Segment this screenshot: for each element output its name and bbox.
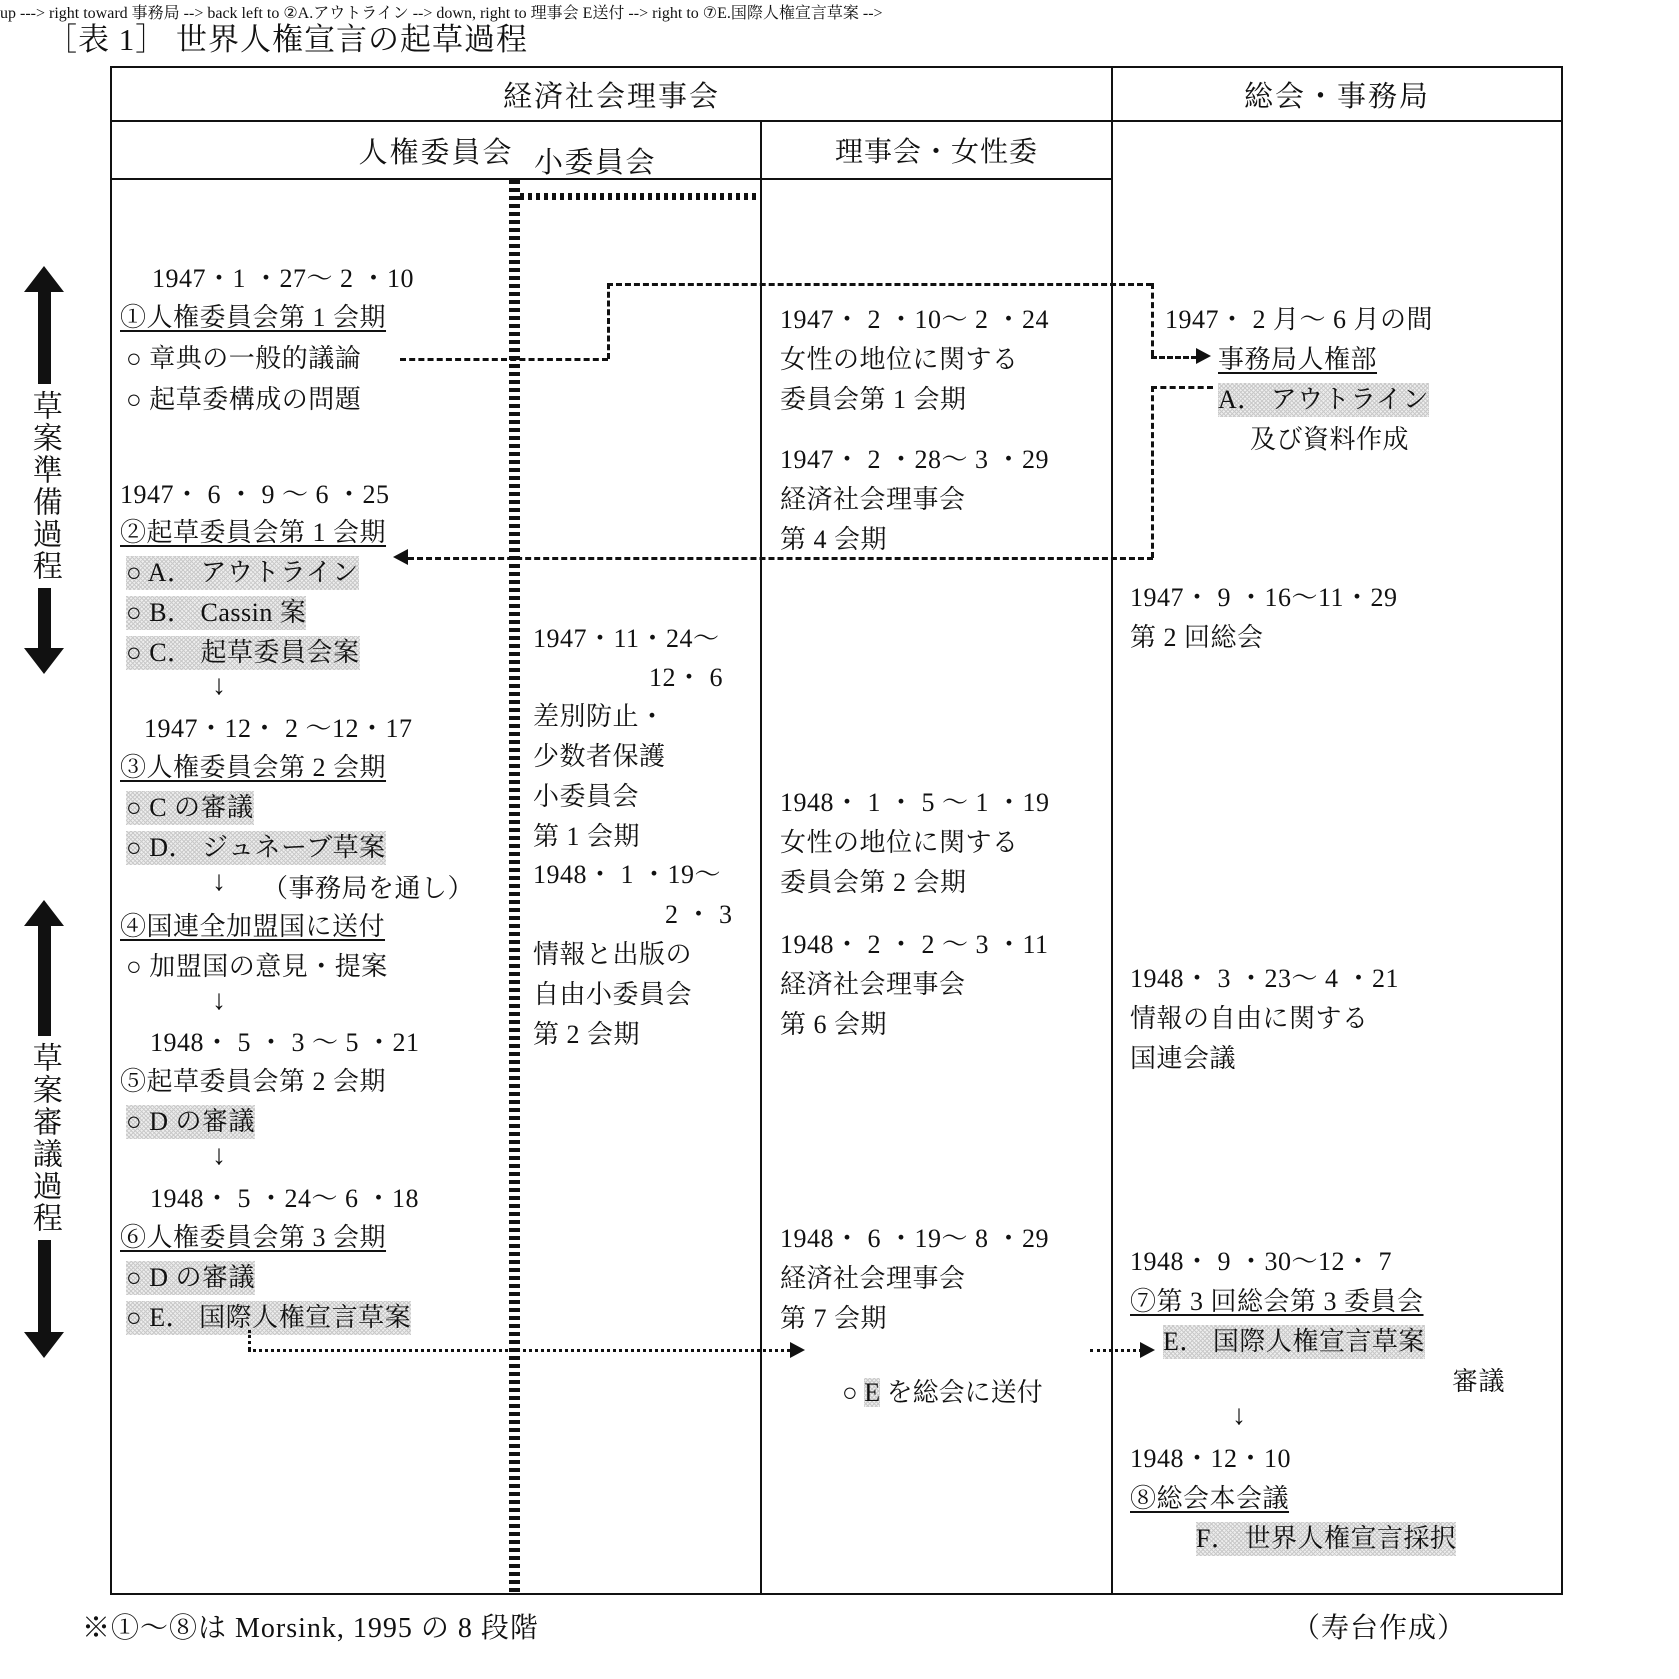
subcommittee-block2-date1: 1948・ 1 ・19〜: [533, 860, 722, 889]
commission-block6-item-d: ○ D の審議: [126, 1261, 255, 1295]
assembly-block3-line2: 国連会議: [1130, 1044, 1237, 1073]
assembly-block5-date: 1948・12・10: [1130, 1444, 1292, 1473]
connector-1-v2: [1151, 283, 1154, 356]
vertical-dotted-separator: [509, 180, 520, 1593]
connector-1-v: [607, 283, 610, 359]
assembly-block5-item-f: F． 世界人権宣言採択: [1196, 1522, 1456, 1556]
send-item-e: E: [864, 1378, 881, 1408]
subcommittee-block2-date2: 2 ・ 3: [665, 900, 733, 929]
arrow-down-icon-2: [24, 1240, 64, 1358]
table-figure-page: ［表 1］ 世界人権宣言の起草過程 草案準備過程 草案審議過程 経済社会理事会 総会・事務局 人権委員会 理事会・女性委 小委員会 1947・1 ・27〜 2 ・10 ①人権委員会第 1 会期 ○ 章典の一般的議論 ○ 起草委構成の問題 1947・ 6 ・ 9 〜 6 ・25 ②起草委員会第 1 会期 ○ A． アウトライン ○ B． Cassin 案 ○ C． 起草委員会案 ↓ 1947・12・ 2 〜12・17 ③人権委員会第 2 会期 ○ C の審議 ○ D． ジュネーブ草案 ↓ （事務局を通し） ④国連全加盟国に送付 ○ 加盟国の意見・提案 ↓ 1948・ 5 ・ 3 〜 5 ・21 ⑤起草委員会第 2 会期 ○ D の審議 ↓ 1948・ 5 ・24〜 6 ・18 ⑥人権委員会第 3 会期 ○ D の審議 ○ E． 国際人権宣言草案 1947・11・24〜 12・ 6 差別防止・ 少数者保護 小委員会 第 1 会期 1948・ 1 ・19〜 2 ・ 3 情報と出版の 自由小委員会 第 2 会期 1947・ 2 ・10〜 2 ・24 女性の地位に関する 委員会第 1 会期 1947・ 2 ・28〜 3 ・29 経済社会理事会 第 4 会期 1948・ 1 ・ 5 〜 1 ・19 女性の地位に関する 委員会第 2 会期 1948・ 2 ・ 2 〜 3 ・11 経済社会理事会 第 6 会期 1948・ 6 ・19〜 8 ・29 経済社会理事会 第 7 会期 ○ E を総会に送付 1947・ 2 月〜 6 月の間 事務局人権部 A． アウトライン 及び資料作成 1947・ 9 ・16〜11・29 第 2 回総会 1948・ 3 ・23〜 4 ・21 情報の自由に関する 国連会議 1948・ 9 ・30〜12・ 7 ⑦第 3 回総会第 3 委員会 E． 国際人権宣言草案 審議 ↓ 1948・12・10 ⑧総会本会議 F． 世界人権宣言採択 up ---> right toward 事務局 --> back left to ②A.アウトライン --> down, right to 理事会 E送付 --> right to ⑦E.国際人権宣言草案 --> ※①〜⑧は Morsink, 1995 の 8 段階 （寿台作成）: [0, 0, 1679, 1679]
assembly-block1-item-a: A． アウトライン: [1218, 383, 1429, 417]
commission-block3-heading: ③人権委員会第 2 会期: [120, 753, 387, 782]
commission-block2-heading: ②起草委員会第 1 会期: [120, 518, 387, 547]
commission-block6-date: 1948・ 5 ・24〜 6 ・18: [150, 1184, 420, 1213]
commission-block3-item-d: ○ D． ジュネーブ草案: [126, 831, 386, 865]
subcommittee-label: 小委員会: [534, 147, 657, 179]
council-block3-date: 1948・ 1 ・ 5 〜 1 ・19: [780, 788, 1050, 817]
assembly-block4-item-e-cont: 審議: [1452, 1367, 1506, 1396]
council-block5-line1: 経済社会理事会: [780, 1264, 966, 1293]
connector-4-h: [1090, 1349, 1142, 1352]
subcommittee-block1-name4: 第 1 会期: [533, 822, 641, 851]
arrow-up-icon: [24, 266, 64, 384]
commission-block2-date: 1947・ 6 ・ 9 〜 6 ・25: [120, 480, 390, 509]
connector-3-arrowhead: [790, 1342, 805, 1358]
commission-block2-item-c: ○ C． 起草委員会案: [126, 636, 360, 670]
subcommittee-block2-name1: 情報と出版の: [533, 940, 693, 969]
header-assembly-spacer: [1111, 122, 1561, 180]
commission-block1-date: 1947・1 ・27〜 2 ・10: [152, 264, 415, 293]
commission-block1-item2: ○ 起草委構成の問題: [126, 385, 362, 414]
subcommittee-block2-name3: 第 2 会期: [533, 1020, 641, 1049]
assembly-block4-item-e: E． 国際人権宣言草案: [1163, 1325, 1425, 1359]
connector-4-arrowhead: [1140, 1342, 1155, 1358]
connector-1-arrowhead: [1196, 348, 1211, 364]
council-block2-date: 1947・ 2 ・28〜 3 ・29: [780, 445, 1050, 474]
vertical-rule-right: [1111, 68, 1113, 1593]
subcommittee-block2-name2: 自由小委員会: [533, 980, 693, 1009]
council-block1-line2: 委員会第 1 会期: [780, 385, 967, 414]
council-block3-line1: 女性の地位に関する: [780, 828, 1019, 857]
commission-block3-date: 1947・12・ 2 〜12・17: [144, 714, 413, 743]
commission-block4-item1: ○ 加盟国の意見・提案: [126, 952, 388, 981]
assembly-block1-date: 1947・ 2 月〜 6 月の間: [1165, 305, 1434, 334]
council-block1-line1: 女性の地位に関する: [780, 345, 1019, 374]
connector-1-h2: [607, 283, 1152, 286]
assembly-block2-line1: 第 2 回総会: [1130, 623, 1264, 652]
connector-1-h1: [400, 358, 608, 361]
down-arrow-2: ↓: [212, 866, 226, 897]
connector-1-h3: [1151, 356, 1197, 359]
assembly-block1-item-a-cont: 及び資料作成: [1250, 425, 1410, 454]
horizontal-dotted-rule: [520, 193, 760, 200]
assembly-block5-heading: ⑧総会本会議: [1130, 1484, 1290, 1513]
header-row-top: [112, 68, 1561, 122]
connector-2-arrowhead: [393, 549, 408, 565]
page-title: ［表 1］ 世界人権宣言の起草過程: [46, 22, 528, 57]
commission-block6-item-e: ○ E． 国際人権宣言草案: [126, 1301, 411, 1335]
send-item-prefix: ○: [842, 1378, 865, 1408]
send-item-suffix: を総会に送付: [880, 1378, 1043, 1408]
commission-block2-item-a: ○ A． アウトライン: [126, 556, 359, 590]
commission-block5-item-d: ○ D の審議: [126, 1105, 255, 1139]
footnote-left: ※①〜⑧は Morsink, 1995 の 8 段階: [82, 1613, 539, 1644]
subcommittee-block1-name1: 差別防止・: [533, 702, 666, 731]
connector-3-h: [248, 1349, 796, 1352]
council-block3-line2: 委員会第 2 会期: [780, 868, 967, 897]
commission-block5-heading: ⑤起草委員会第 2 会期: [120, 1067, 387, 1096]
subcommittee-block1-date2: 12・ 6: [649, 663, 724, 692]
council-block2-line2: 第 4 会期: [780, 525, 888, 554]
side-label-draft-deliberation: [24, 900, 64, 1358]
assembly-block2-date: 1947・ 9 ・16〜11・29: [1130, 583, 1398, 612]
council-block1-date: 1947・ 2 ・10〜 2 ・24: [780, 305, 1050, 334]
council-block4-date: 1948・ 2 ・ 2 〜 3 ・11: [780, 930, 1049, 959]
assembly-block3-date: 1948・ 3 ・23〜 4 ・21: [1130, 964, 1400, 993]
header-row-sub: [112, 122, 1561, 180]
commission-block3-item-c: ○ C の審議: [126, 791, 254, 825]
vertical-rule-middle: [760, 180, 762, 1593]
council-block4-line2: 第 6 会期: [780, 1010, 888, 1039]
arrow-down-icon: [24, 588, 64, 674]
commission-block1-item1: ○ 章典の一般的議論: [126, 344, 362, 373]
council-block4-line1: 経済社会理事会: [780, 970, 966, 999]
down-arrow-1: ↓: [212, 670, 226, 701]
assembly-block4-heading: ⑦第 3 回総会第 3 委員会: [1130, 1287, 1424, 1316]
connector-2-v: [1151, 386, 1154, 558]
footnote-right: （寿台作成）: [1292, 1613, 1467, 1644]
arrow-up-icon-2: [24, 900, 64, 1036]
side-label-lower-text: 草案審議過程: [27, 1042, 61, 1234]
subcommittee-block1-name2: 少数者保護: [533, 742, 666, 771]
down-arrow-4: ↓: [212, 1140, 226, 1171]
subcommittee-block1-date1: 1947・11・24〜: [533, 624, 720, 653]
down-arrow-5: ↓: [1232, 1400, 1246, 1431]
council-send-to-assembly: [816, 1342, 1043, 1445]
commission-block6-heading: ⑥人権委員会第 3 会期: [120, 1223, 387, 1252]
commission-block4-heading: ④国連全加盟国に送付: [120, 912, 386, 941]
side-label-upper-text: 草案準備過程: [27, 390, 61, 582]
connector-2-h1: [1151, 386, 1213, 389]
commission-block2-item-b: ○ B． Cassin 案: [126, 596, 306, 630]
council-block5-date: 1948・ 6 ・19〜 8 ・29: [780, 1224, 1050, 1253]
commission-block4-note: （事務局を通し）: [262, 874, 475, 903]
assembly-block4-date: 1948・ 9 ・30〜12・ 7: [1130, 1247, 1393, 1276]
header-human-rights-commission: 人権委員会: [112, 122, 760, 180]
assembly-block1-heading: 事務局人権部: [1218, 345, 1378, 374]
subcommittee-block1-name3: 小委員会: [533, 782, 640, 811]
council-block2-line1: 経済社会理事会: [780, 485, 966, 514]
connector-2-h2: [408, 557, 1153, 560]
header-assembly-secretariat: 総会・事務局: [1111, 68, 1561, 120]
header-ecosoc: 経済社会理事会: [502, 80, 720, 113]
header-council-women: 理事会・女性委: [760, 122, 1111, 180]
commission-block5-date: 1948・ 5 ・ 3 〜 5 ・21: [150, 1028, 420, 1057]
council-block5-line2: 第 7 会期: [780, 1304, 888, 1333]
commission-block1-heading: ①人権委員会第 1 会期: [120, 303, 387, 332]
assembly-block3-line1: 情報の自由に関する: [1130, 1004, 1369, 1033]
connector-3-v: [248, 1330, 251, 1350]
down-arrow-3: ↓: [212, 985, 226, 1016]
side-label-draft-preparation: [24, 266, 64, 674]
